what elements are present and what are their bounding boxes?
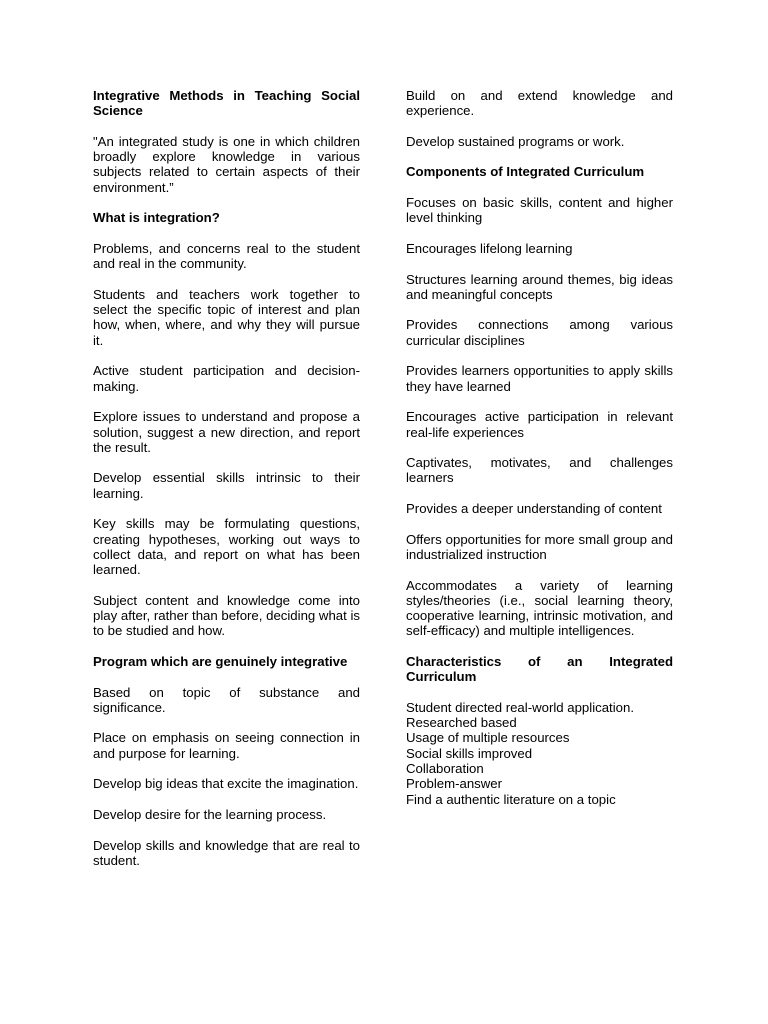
characteristics-list	[406, 700, 673, 807]
paragraph: Develop essential skills intrinsic to their learning.	[93, 470, 360, 501]
list-item: Student directed real-world application.	[406, 699, 634, 715]
component-item: Offers opportunities for more small group and industrialized instruction	[406, 531, 673, 562]
heading-characteristics: Characteristics of an Integrated Curriculum	[406, 653, 673, 685]
paragraph: Develop skills and knowledge that are real to student.	[93, 837, 360, 868]
right-column	[406, 88, 673, 807]
heading-what-is-integration: What is integration?	[93, 210, 220, 226]
component-item: Accommodates a variety of learning styles/theories (i.e., social learning theory, cooperative learning, intrinsic motivation, and self-efficacy) and multiple intelligences.	[406, 577, 673, 639]
list-item: Social skills improved	[406, 745, 533, 761]
component-item: Provides connections among various curricular disciplines	[406, 317, 673, 348]
component-item: Structures learning around themes, big ideas and meaningful concepts	[406, 271, 673, 302]
paragraph: Develop desire for the learning process.	[93, 806, 327, 822]
paragraph: Build on and extend knowledge and experience.	[406, 88, 673, 119]
component-item: Captivates, motivates, and challenges learners	[406, 455, 673, 486]
paragraph: Key skills may be formulating questions, creating hypotheses, working out ways to collect data, and report on what has been learned.	[93, 516, 360, 578]
list-item: Usage of multiple resources	[406, 730, 570, 746]
paragraph: Active student participation and decision-making.	[93, 363, 360, 394]
paragraph: Explore issues to understand and propose a solution, suggest a new direction, and report the result.	[93, 409, 360, 455]
component-item: Provides a deeper understanding of content	[406, 501, 662, 517]
paragraph: Place on emphasis on seeing connection in and purpose for learning.	[93, 730, 360, 761]
paragraph: Develop sustained programs or work.	[406, 133, 625, 149]
component-item: Focuses on basic skills, content and higher level thinking	[406, 195, 673, 226]
component-item: Encourages lifelong learning	[406, 240, 573, 256]
intro-quote: "An integrated study is one in which children broadly explore knowledge in various subjects related to certain aspects of their environment.”	[93, 133, 360, 195]
document-title: Integrative Methods in Teaching Social Science	[93, 88, 360, 119]
heading-genuinely-integrative: Program which are genuinely integrative	[93, 653, 348, 669]
list-item: Collaboration	[406, 761, 484, 777]
list-item: Find a authentic literature on a topic	[406, 791, 616, 807]
heading-components: Components of Integrated Curriculum	[406, 164, 645, 180]
component-item: Provides learners opportunities to apply skills they have learned	[406, 363, 673, 394]
paragraph: Develop big ideas that excite the imagination.	[93, 776, 359, 792]
paragraph: Subject content and knowledge come into play after, rather than before, deciding what is to be studied and how.	[93, 592, 360, 639]
paragraph: Problems, and concerns real to the student and real in the community.	[93, 240, 360, 272]
paragraph: Based on topic of substance and significance.	[93, 684, 360, 715]
list-item: Problem-answer	[406, 776, 503, 792]
list-item: Researched based	[406, 715, 517, 731]
component-item: Encourages active participation in relevant real-life experiences	[406, 409, 673, 440]
paragraph: Students and teachers work together to select the specific topic of interest and plan how, when, where, and why they will pursue it.	[93, 286, 360, 348]
left-column	[93, 88, 360, 883]
